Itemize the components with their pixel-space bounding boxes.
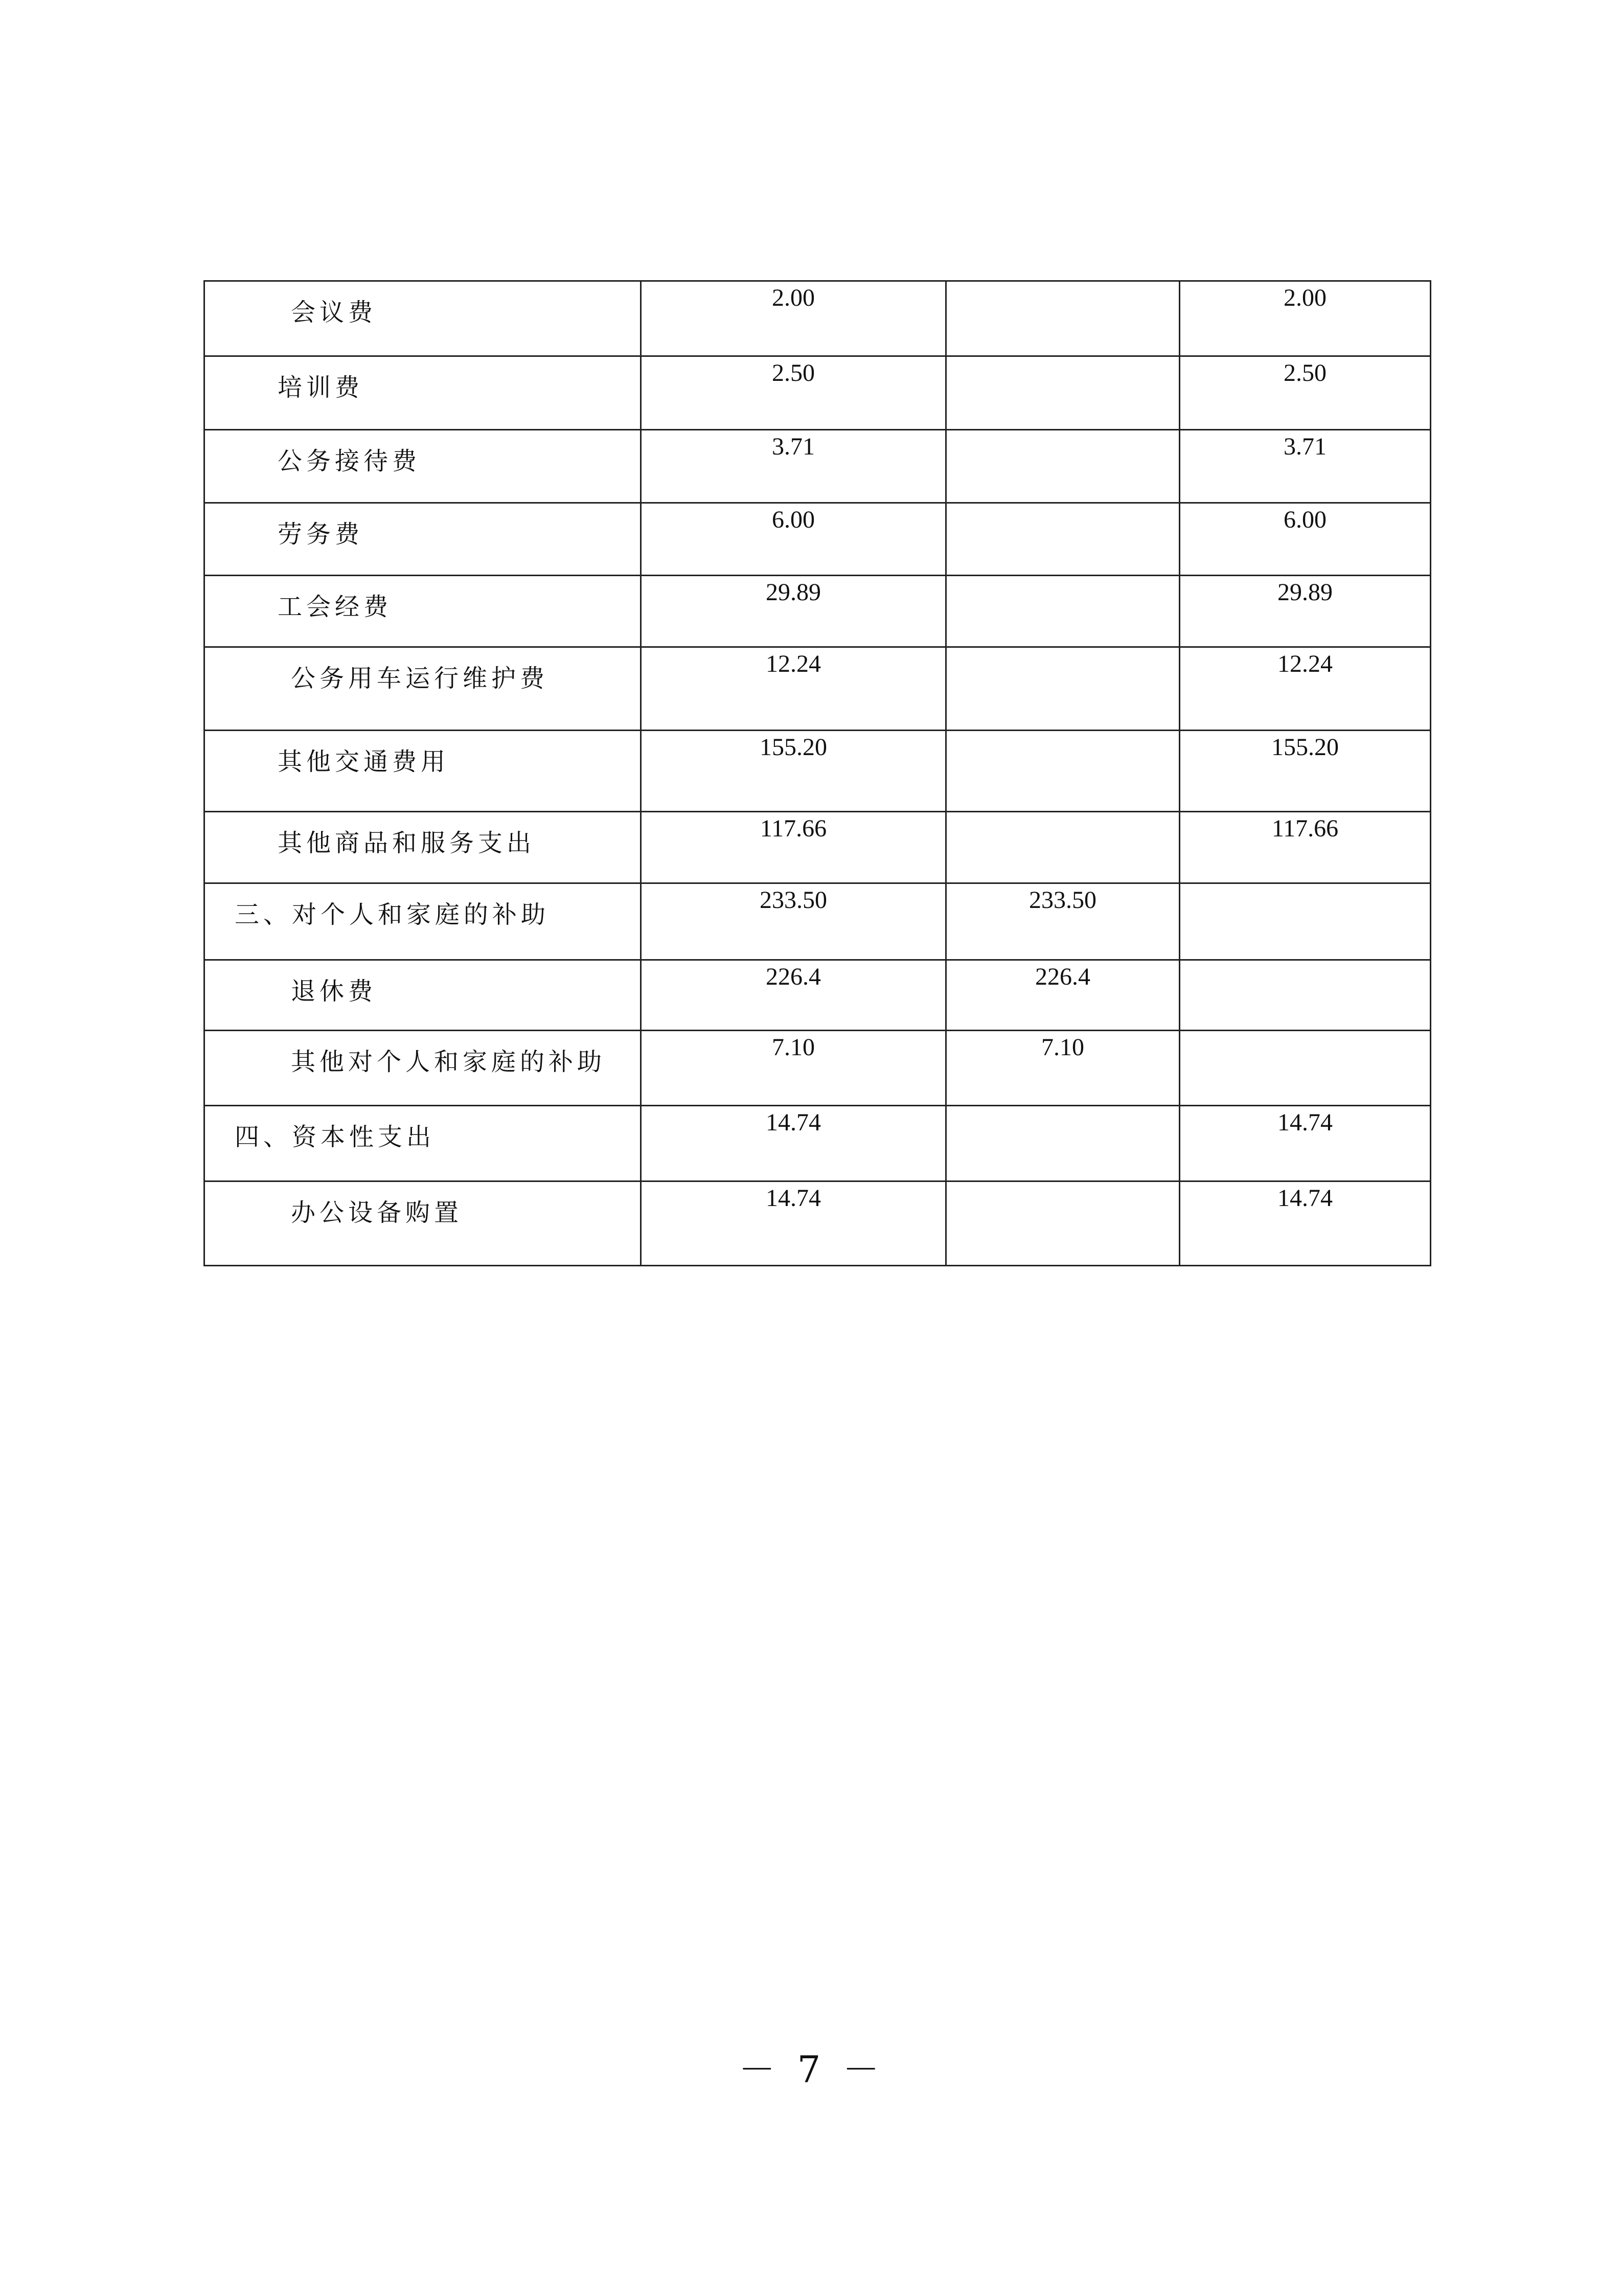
project-cell — [1180, 503, 1431, 576]
basic-cell — [946, 281, 1180, 356]
total-amount: 7.10 — [772, 1034, 815, 1061]
total-cell — [641, 430, 946, 503]
basic-cell — [946, 812, 1180, 883]
project-cell — [1180, 1031, 1431, 1106]
total-amount: 14.74 — [766, 1185, 821, 1212]
item-name: 公务接待费 — [278, 447, 421, 475]
project-cell — [1180, 1106, 1431, 1181]
table-row — [204, 430, 1431, 503]
item-name: 会议费 — [291, 298, 377, 327]
budget-expenditure-table — [203, 280, 1431, 1266]
project-cell — [1180, 356, 1431, 430]
total-amount: 2.50 — [772, 359, 815, 387]
basic-amount — [947, 576, 1179, 580]
project-cell — [1180, 731, 1431, 812]
table-row — [204, 812, 1431, 883]
table-row — [204, 1031, 1431, 1106]
item-name: 办公设备购置 — [291, 1198, 463, 1227]
total-cell — [641, 503, 946, 576]
item-name: 其他商品和服务支出 — [278, 829, 536, 857]
project-amount: 29.89 — [1277, 579, 1333, 606]
basic-cell — [946, 503, 1180, 576]
item-name-cell — [204, 812, 641, 883]
project-amount: 3.71 — [1284, 433, 1327, 460]
project-cell — [1180, 576, 1431, 647]
total-amount: 226.4 — [766, 963, 821, 990]
basic-amount: 233.50 — [1029, 886, 1096, 914]
table-row — [204, 1106, 1431, 1181]
basic-amount — [947, 648, 1179, 652]
total-amount: 3.71 — [772, 433, 815, 460]
basic-cell — [946, 1181, 1180, 1266]
item-name: 公务用车运行维护费 — [291, 664, 549, 693]
basic-cell — [946, 960, 1180, 1031]
item-name-cell — [204, 281, 641, 356]
table-row — [204, 883, 1431, 960]
table-row — [204, 356, 1431, 430]
total-cell — [641, 1181, 946, 1266]
project-amount: 2.00 — [1284, 284, 1327, 311]
basic-cell — [946, 576, 1180, 647]
project-amount — [1180, 1031, 1430, 1035]
basic-amount — [947, 812, 1179, 816]
basic-amount — [947, 430, 1179, 435]
item-name-cell — [204, 503, 641, 576]
table-row — [204, 647, 1431, 731]
item-name-cell — [204, 1181, 641, 1266]
basic-amount: 226.4 — [1035, 963, 1090, 990]
project-cell — [1180, 812, 1431, 883]
total-cell — [641, 812, 946, 883]
project-amount: 14.74 — [1277, 1109, 1333, 1136]
basic-amount — [947, 1182, 1179, 1186]
project-amount: 117.66 — [1271, 815, 1339, 842]
table-row — [204, 731, 1431, 812]
basic-amount — [947, 282, 1179, 286]
item-name: 劳务费 — [278, 520, 364, 549]
item-name: 培训费 — [278, 373, 364, 402]
table-row — [204, 1181, 1431, 1266]
basic-cell — [946, 647, 1180, 731]
project-amount: 6.00 — [1284, 506, 1327, 533]
project-amount: 14.74 — [1277, 1185, 1333, 1212]
basic-cell — [946, 356, 1180, 430]
project-cell — [1180, 883, 1431, 960]
table-row — [204, 503, 1431, 576]
item-name-cell — [204, 1031, 641, 1106]
basic-amount — [947, 504, 1179, 508]
item-name-cell — [204, 1106, 641, 1181]
total-cell — [641, 883, 946, 960]
item-name: 工会经费 — [278, 593, 393, 621]
project-cell — [1180, 960, 1431, 1031]
total-amount: 155.20 — [760, 734, 827, 761]
project-amount: 155.20 — [1271, 734, 1339, 761]
total-cell — [641, 647, 946, 731]
item-name: 其他交通费用 — [278, 747, 450, 776]
basic-amount: 7.10 — [1041, 1034, 1084, 1061]
item-name-cell — [204, 356, 641, 430]
item-name-cell — [204, 731, 641, 812]
basic-cell — [946, 731, 1180, 812]
item-name-cell — [204, 883, 641, 960]
total-cell — [641, 731, 946, 812]
project-cell — [1180, 430, 1431, 503]
item-name: 三、对个人和家庭的补助 — [235, 900, 550, 929]
table-row — [204, 960, 1431, 1031]
basic-amount — [947, 1106, 1179, 1110]
page-number: － 7 － — [738, 2048, 885, 2091]
project-cell — [1180, 647, 1431, 731]
total-cell — [641, 1106, 946, 1181]
basic-amount — [947, 357, 1179, 361]
total-amount: 6.00 — [772, 506, 815, 533]
item-name: 退休费 — [291, 977, 377, 1006]
total-cell — [641, 1031, 946, 1106]
project-amount — [1180, 961, 1430, 965]
item-name-cell — [204, 960, 641, 1031]
total-amount: 233.50 — [760, 886, 827, 914]
project-amount: 12.24 — [1277, 650, 1333, 677]
basic-cell — [946, 1031, 1180, 1106]
basic-amount — [947, 731, 1179, 735]
project-amount: 2.50 — [1284, 359, 1327, 387]
item-name-cell — [204, 576, 641, 647]
table-row — [204, 281, 1431, 356]
basic-cell — [946, 430, 1180, 503]
project-amount — [1180, 884, 1430, 888]
total-amount: 2.00 — [772, 284, 815, 311]
total-cell — [641, 281, 946, 356]
item-name: 其他对个人和家庭的补助 — [291, 1048, 606, 1076]
total-amount: 29.89 — [766, 579, 821, 606]
basic-cell — [946, 883, 1180, 960]
project-cell — [1180, 281, 1431, 356]
total-amount: 14.74 — [766, 1109, 821, 1136]
total-amount: 117.66 — [760, 815, 827, 842]
item-name-cell — [204, 430, 641, 503]
item-name-cell — [204, 647, 641, 731]
project-cell — [1180, 1181, 1431, 1266]
item-name: 四、资本性支出 — [235, 1123, 436, 1151]
total-amount: 12.24 — [766, 650, 821, 677]
total-cell — [641, 960, 946, 1031]
total-cell — [641, 576, 946, 647]
basic-cell — [946, 1106, 1180, 1181]
table-row — [204, 576, 1431, 647]
total-cell — [641, 356, 946, 430]
